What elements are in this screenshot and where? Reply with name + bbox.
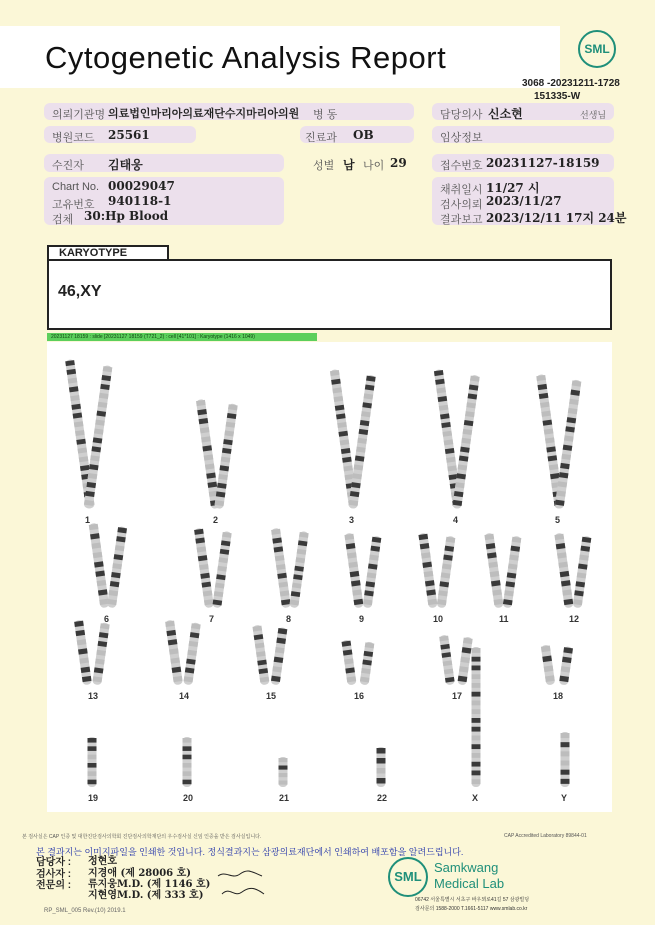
clinical-label: 임상정보: [440, 132, 483, 144]
chromosome-label: 5: [555, 515, 561, 525]
receipt-label: 접수번호: [440, 160, 483, 172]
chromosome: [573, 536, 592, 609]
chromosome: [541, 645, 555, 686]
institution-value: 의료법인마리아의료재단수지마리아의원: [108, 107, 300, 120]
chromosome: [194, 528, 214, 608]
karyotype-box: [47, 259, 612, 330]
chromosome: [89, 523, 110, 608]
receipt-value: 20231127-18159: [486, 156, 600, 170]
chromosome: [554, 533, 573, 609]
result-value: 2023/12/11 17지 24분: [486, 211, 627, 225]
chromosome-band: [472, 736, 481, 741]
chromosome: [457, 637, 473, 686]
chromosome-band: [472, 727, 481, 732]
request-value: 2023/11/27: [486, 194, 562, 208]
chromosome-band: [472, 683, 481, 688]
chromosome-band: [183, 780, 192, 785]
chromosome-band: [88, 771, 97, 776]
chromosome-band: [183, 746, 192, 751]
notice: 본 결과지는 이미지파일을 인쇄한 것입니다. 정식결과지는 삼광의료재단에서 인쇄하여 배포함을 알려드립니다.: [36, 847, 464, 857]
chart-no-label: Chart No.: [52, 181, 100, 193]
chromosome: [84, 365, 113, 509]
chromosome-label: 15: [266, 691, 277, 701]
chromosome-band: [561, 770, 570, 775]
chromosome-band: [472, 753, 481, 758]
chromosome-body: [183, 737, 192, 787]
report-id-line2: 151335-W: [534, 91, 581, 102]
chromosome-label: 17: [452, 691, 463, 701]
chromosome-band: [472, 701, 481, 706]
chromosome-band: [561, 779, 570, 784]
collection-value: 11/27 시: [486, 181, 540, 195]
chromosome-label: 19: [88, 793, 99, 803]
lab-logo: SML: [388, 857, 428, 897]
sex-label: 성별: [313, 160, 335, 172]
collection-label: 채취일시: [440, 184, 483, 196]
chromosome-label: 20: [183, 793, 194, 803]
signature-value: 정현호: [88, 856, 117, 867]
result-label: 결과보고: [440, 214, 483, 226]
chromosome: [559, 646, 573, 685]
institution-label: 의뢰기관명: [52, 109, 106, 121]
chromosome: [279, 757, 288, 787]
karyogram-svg: [47, 342, 612, 812]
chromosome-band: [183, 771, 192, 776]
chromosome-label: 14: [179, 691, 190, 701]
examinee-label: 수진자: [52, 160, 84, 172]
chromosome-band: [88, 780, 97, 785]
chromosome-label: 2: [213, 515, 219, 525]
chromosome: [289, 531, 309, 608]
chromosome: [88, 737, 97, 787]
chart-no-value: 00029047: [108, 179, 175, 193]
signature-label: 담당자 :: [36, 857, 72, 868]
chromosome-band: [377, 778, 386, 784]
chromosome-label: X: [472, 793, 479, 803]
chromosome-band: [472, 771, 481, 776]
accreditation: CAP Accredited Laboratory 89844-01: [504, 833, 587, 839]
chromosome-label: 4: [453, 515, 459, 525]
doctor-label: 담당의사: [440, 109, 483, 121]
karyotype-result: 46,XY: [58, 283, 102, 300]
chromosome-label: 22: [377, 793, 388, 803]
chromosome: [107, 526, 127, 608]
chromosome: [437, 536, 456, 609]
chromosome-band: [279, 766, 288, 770]
chromosome: [377, 747, 386, 787]
chromosome-band: [279, 758, 288, 762]
hospital-code-value: 25561: [108, 128, 150, 142]
chromosome-band: [279, 773, 288, 777]
chromosome-label: 16: [354, 691, 365, 701]
chromosome-band: [561, 733, 570, 738]
sml-logo: SML: [578, 30, 616, 68]
chromosome-band: [561, 761, 570, 766]
sex-value: 남: [343, 158, 355, 172]
chromosome-band: [88, 738, 97, 743]
chromosome: [439, 635, 455, 686]
chromosome-band: [472, 744, 481, 749]
chromosome-band: [183, 738, 192, 743]
chromosome-band: [472, 718, 481, 723]
chromosome: [360, 641, 375, 685]
chromosome: [555, 379, 582, 509]
chromosome: [252, 625, 269, 686]
chromosome-label: 7: [209, 614, 215, 624]
chromosome-label: 13: [88, 691, 99, 701]
signature-value: 지현영M.D. (제 333 호): [88, 890, 204, 901]
chromosome: [74, 620, 92, 686]
chromosome: [183, 737, 192, 787]
signature-label: 전문의 :: [36, 880, 72, 891]
examinee-value: 김태웅: [108, 158, 143, 172]
chromosome-band: [472, 648, 481, 653]
chromosome: [472, 647, 481, 787]
signature-value: 지경애 (제 28006 호): [88, 868, 191, 879]
chromosome-band: [377, 748, 386, 754]
chromosome-band: [472, 762, 481, 767]
chromosome: [503, 536, 522, 609]
chromosome-band: [472, 657, 481, 662]
unique-no-label: 고유번호: [52, 199, 95, 211]
chromosome-label: 10: [433, 614, 444, 624]
chromosome: [183, 622, 201, 685]
signature-value: 류지웅M.D. (제 1146 호): [88, 879, 211, 890]
chromosome-body: [561, 732, 570, 787]
department-value: OB: [353, 128, 374, 142]
karyotype-heading: KARYOTYPE: [47, 245, 169, 260]
age-label: 나이: [363, 160, 385, 172]
chromosome-band: [377, 768, 386, 774]
chromosome-band: [183, 755, 192, 760]
chromosome: [271, 627, 288, 685]
chromosome-label: 3: [349, 515, 355, 525]
lab-name-line2: Medical Lab: [434, 876, 505, 891]
slide-info-strip: 20231127 18159 : slide [20231127 18159 (T721_2) : cell [41*101] : Karyotype (1416 x 1049): [47, 333, 317, 341]
chromosome-label: 6: [104, 614, 110, 624]
chromosome-band: [88, 755, 97, 760]
chromosome-label: 9: [359, 614, 365, 624]
specimen-label: 검체: [52, 214, 74, 226]
chromosome: [418, 533, 437, 609]
hospital-code-label: 병원코드: [52, 132, 95, 144]
handwritten-signature: [212, 866, 272, 902]
chromosome: [452, 375, 480, 509]
doctor-suffix: 선생님: [580, 110, 607, 120]
unique-no-value: 940118-1: [108, 194, 172, 208]
chromosome-band: [183, 763, 192, 768]
ward-label: 병 동: [313, 109, 338, 121]
lab-contact: 검사문의 1588-2000 T.1661-5117 www.smlab.co.kr: [415, 906, 528, 912]
specimen-value: 30:Hp Blood: [84, 209, 169, 223]
footnote: 본 검사실은 CAP 인증 및 대한진단검사의학회 진단검사의학재단의 우수검사실 신임 인증을 받은 검사실입니다.: [22, 834, 262, 840]
signature-label: 검사자 :: [36, 869, 72, 880]
department-label: 진료과: [305, 132, 337, 144]
chromosome-label: 11: [499, 614, 509, 624]
chromosome-band: [561, 742, 570, 747]
chromosome-body: [88, 737, 97, 787]
report-id-line1: 3068 -20231211-1728: [522, 78, 620, 89]
chromosome-band: [472, 709, 481, 714]
chromosome-band: [377, 758, 386, 764]
chromosome-band: [279, 781, 288, 785]
chromosome-label: Y: [561, 793, 568, 803]
chromosome-band: [561, 751, 570, 756]
chromosome-label: 8: [286, 614, 292, 624]
chromosome: [271, 528, 291, 608]
chromosome: [344, 533, 363, 609]
karyogram-image: [47, 342, 612, 812]
chromosome: [165, 620, 183, 686]
chromosome: [212, 531, 232, 608]
form-code: RP_SML_005 Rev.(10) 2019.1: [44, 908, 126, 914]
doctor-value: 신소현: [488, 107, 523, 121]
chromosome-label: 18: [553, 691, 564, 701]
lab-name-line1: Samkwang: [434, 860, 499, 875]
chromosome-band: [472, 692, 481, 697]
chromosome: [348, 375, 376, 509]
chromosome-label: 1: [85, 515, 91, 525]
chromosome: [341, 640, 356, 686]
chromosome-label: 21: [279, 793, 290, 803]
chromosome-band: [472, 674, 481, 679]
chromosome: [484, 533, 503, 609]
age-value: 29: [390, 156, 407, 170]
report-title: Cytogenetic Analysis Report: [45, 40, 447, 75]
chromosome-band: [472, 779, 481, 784]
chromosome: [561, 732, 570, 787]
chromosome: [363, 536, 382, 609]
chromosome-band: [88, 763, 97, 768]
lab-address: 06742 서울특별시 서초구 바우뫼로41길 57 삼광빌딩: [415, 897, 530, 903]
chromosome: [92, 622, 110, 685]
request-label: 검사의뢰: [440, 199, 483, 211]
chromosome-body: [555, 379, 582, 509]
chromosome-band: [88, 746, 97, 751]
chromosome: [214, 403, 238, 509]
chromosome-band: [472, 666, 481, 671]
chromosome-label: 12: [569, 614, 580, 624]
